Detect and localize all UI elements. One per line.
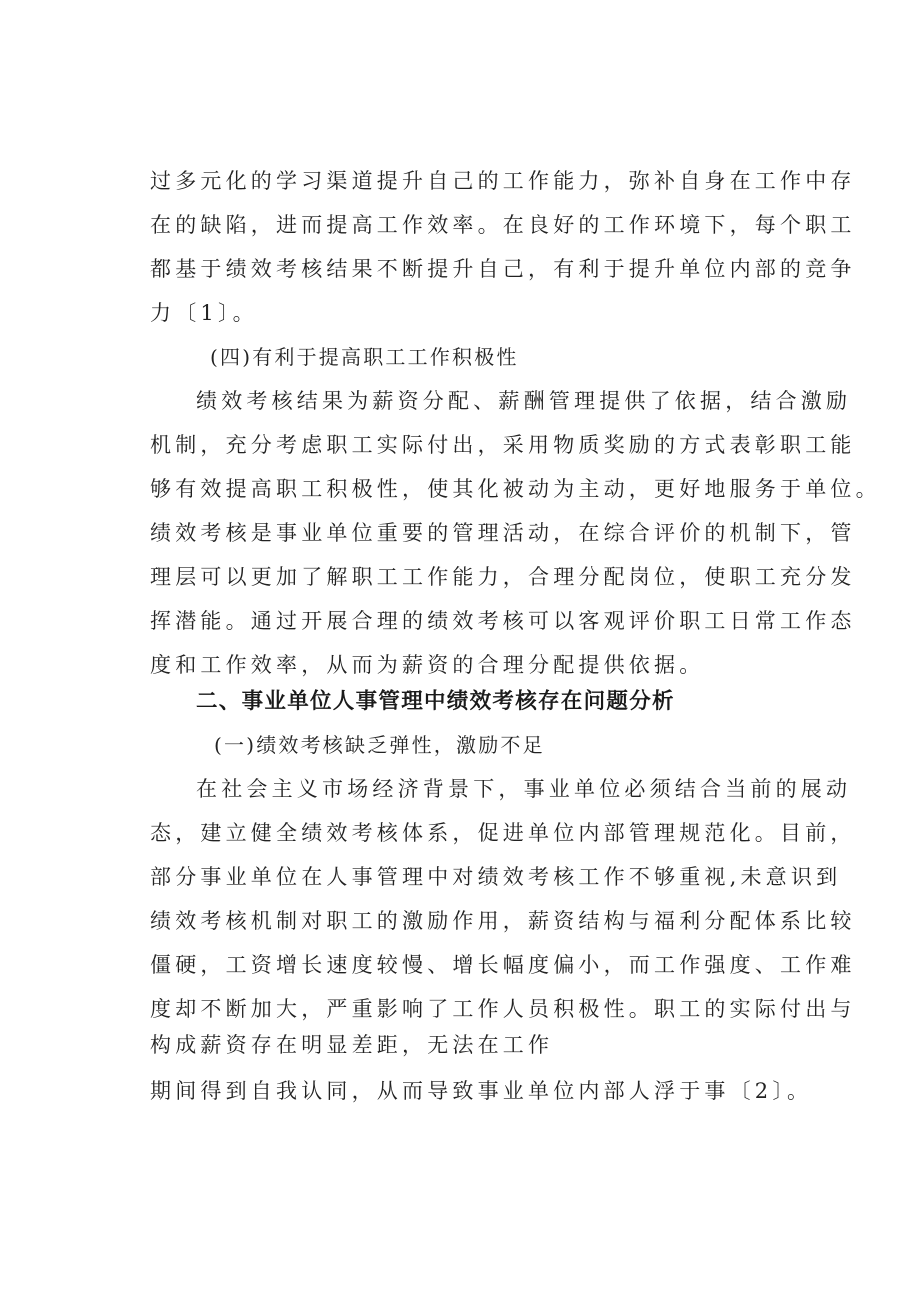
paragraph-line: 机制，充分考虑职工实际付出，采用物质奖励的方式表彰职工能: [150, 433, 856, 457]
paragraph-line: 部分事业单位在人事管理中对绩效考核工作不够重视,未意识到: [150, 865, 842, 889]
paragraph-line: 度和工作效率，从而为薪资的合理分配提供依据。: [150, 653, 705, 677]
subheading-four: (四)有利于提高职工工作积极性: [210, 345, 519, 369]
paragraph-line: 够有效提高职工积极性，使其化被动为主动，更好地服务于单位。: [150, 477, 881, 501]
paragraph-line: 过多元化的学习渠道提升自己的工作能力，弥补自身在工作中存: [150, 169, 856, 193]
paragraph-line: 期间得到自我认同，从而导致事业单位内部人浮于事〔2〕。: [150, 1079, 813, 1103]
paragraph-line: 构成薪资存在明显差距，无法在工作: [150, 1033, 554, 1057]
paragraph-line: 在社会主义市场经济背景下，事业单位必须结合当前的展动: [196, 777, 852, 801]
paragraph-line: 绩效考核结果为薪资分配、薪酬管理提供了依据，结合激励: [196, 389, 852, 413]
paragraph-line: 都基于绩效考核结果不断提升自己，有利于提升单位内部的竞争: [150, 257, 856, 281]
paragraph-line: 绩效考核是事业单位重要的管理活动，在综合评价的机制下，管: [150, 521, 856, 545]
paragraph-line: 在的缺陷，进而提高工作效率。在良好的工作环境下，每个职工: [150, 213, 856, 237]
paragraph-line: 挥潜能。通过开展合理的绩效考核可以客观评价职工日常工作态: [150, 609, 856, 633]
paragraph-line: 理层可以更加了解职工工作能力，合理分配岗位，使职工充分发: [150, 565, 856, 589]
paragraph-line: 度却不断加大，严重影响了工作人员积极性。职工的实际付出与: [150, 997, 856, 1021]
paragraph-line: 力〔1〕。: [150, 301, 258, 325]
subheading-one: (一)绩效考核缺乏弹性，激励不足: [214, 733, 545, 757]
section-heading: 二、事业单位人事管理中绩效考核存在问题分析: [196, 689, 675, 714]
paragraph-line: 绩效考核机制对职工的激励作用，薪资结构与福利分配体系比较: [150, 909, 856, 933]
paragraph-line: 态，建立健全绩效考核体系，促进单位内部管理规范化。目前，: [150, 821, 856, 845]
paragraph-line: 僵硬，工资增长速度较慢、增长幅度偏小，而工作强度、工作难: [150, 953, 856, 977]
